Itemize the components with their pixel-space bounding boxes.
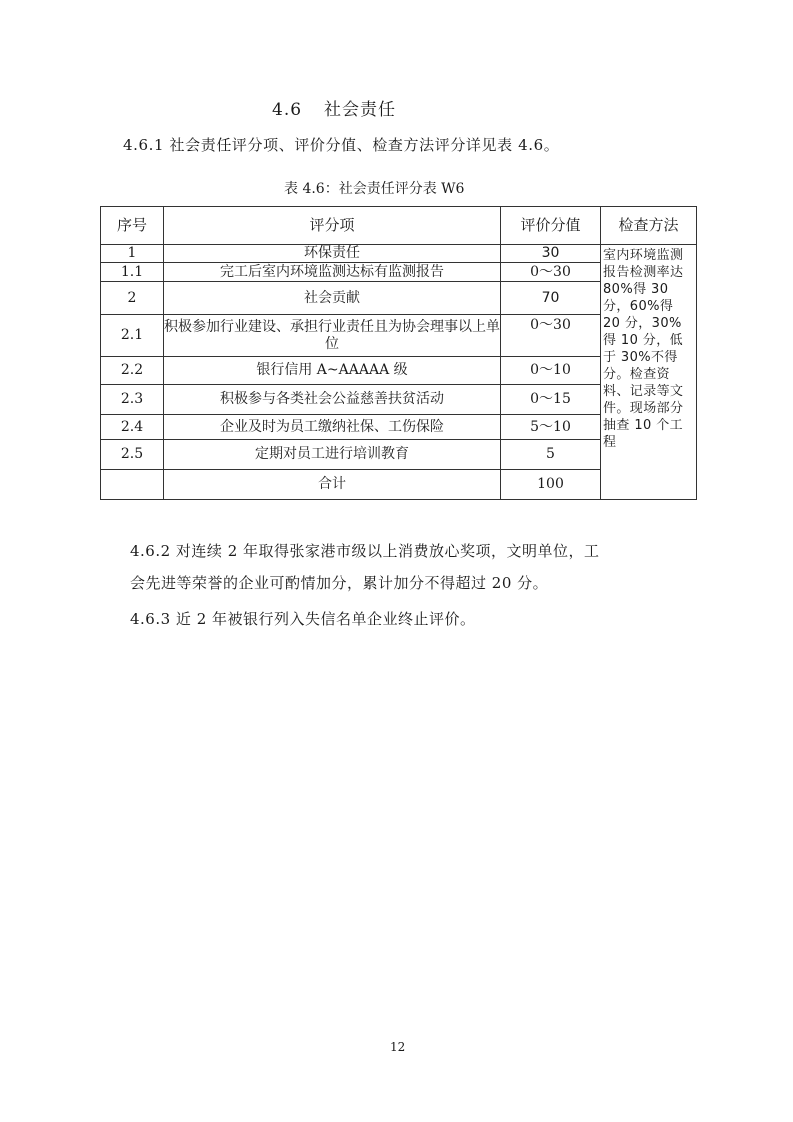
row-score: 0～30: [501, 263, 601, 282]
row-item: 积极参加行业建设、承担行业责任且为协会理事以上单位: [164, 315, 501, 357]
table-row: [101, 245, 697, 263]
row-item: 积极参与各类社会公益慈善扶贫活动: [164, 385, 501, 415]
row-score: 70: [501, 282, 601, 315]
total-no: [101, 470, 164, 500]
row-score: 0～30: [501, 315, 601, 357]
section-title: 社会责任: [324, 100, 397, 120]
row-item: 环保责任: [164, 245, 501, 263]
row-score: 5～10: [501, 415, 601, 440]
paragraph-4-6-2-line1: 4.6.2 对连续 2 年取得张家港市级以上消费放心奖项，文明单位，工: [130, 542, 600, 560]
row-item: 完工后室内环境监测达标有监测报告: [164, 263, 501, 282]
row-no: 2.5: [101, 440, 164, 470]
row-item: 定期对员工进行培训教育: [164, 440, 501, 470]
row-no: 2.2: [101, 357, 164, 385]
total-score: 100: [501, 470, 601, 500]
table-caption: 表 4.6：社会责任评分表 W6: [284, 181, 465, 197]
row-no: 2: [101, 282, 164, 315]
row-no: 2.4: [101, 415, 164, 440]
section-number: 4.6: [272, 100, 303, 120]
header-method: 检查方法: [601, 207, 697, 245]
row-no: 1.1: [101, 263, 164, 282]
row-score: 0～10: [501, 357, 601, 385]
paragraph-4-6-2-line2: 会先进等荣誉的企业可酌情加分，累计加分不得超过 20 分。: [130, 574, 549, 592]
method-cell: 室内环境监测报告检测率达80%得 30 分，60%得 20 分，30%得 10 分，低于 30%不得分。检查资料、记录等文件。现场部分抽查 10 个工程: [601, 245, 697, 500]
page-number: 12: [390, 1040, 406, 1054]
header-no: 序号: [101, 207, 164, 245]
row-item: 企业及时为员工缴纳社保、工伤保险: [164, 415, 501, 440]
row-score: 30: [501, 245, 601, 263]
intro-paragraph: 4.6.1 社会责任评分项、评价分值、检查方法评分详见表 4.6。: [123, 136, 560, 154]
header-item: 评分项: [164, 207, 501, 245]
row-no: 2.3: [101, 385, 164, 415]
row-no: 1: [101, 245, 164, 263]
row-item: 银行信用 A~AAAAA 级: [164, 357, 501, 385]
row-no: 2.1: [101, 315, 164, 357]
total-label: 合计: [164, 470, 501, 500]
paragraph-4-6-3: 4.6.3 近 2 年被银行列入失信名单企业终止评价。: [130, 610, 476, 628]
score-table: [100, 206, 697, 500]
section-heading: [272, 95, 396, 120]
row-item: 社会贡献: [164, 282, 501, 315]
row-score: 5: [501, 440, 601, 470]
header-score: 评价分值: [501, 207, 601, 245]
table-header-row: [101, 207, 697, 245]
row-score: 0～15: [501, 385, 601, 415]
